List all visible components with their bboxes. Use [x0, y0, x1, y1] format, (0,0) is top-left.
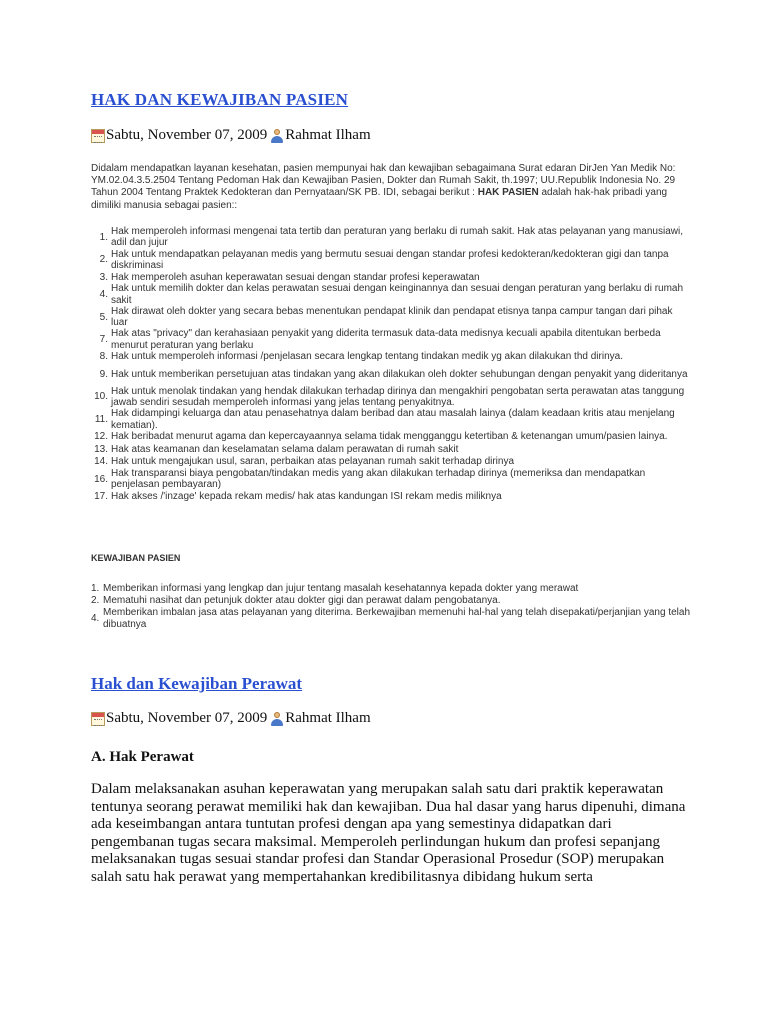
post-meta [91, 127, 371, 144]
list-item [91, 468, 691, 491]
list-item [91, 386, 691, 409]
list-item [91, 490, 691, 502]
item-text: Hak untuk mendapatkan pelayanan medis yang bermutu sesuai dengan standar profesi kedokteran/kedokteran gigi dan tanpa diskriminasi [111, 248, 669, 271]
hak-pasien-list [91, 226, 691, 503]
item-text: Hak untuk memperoleh informasi /penjelasan secara lengkap tentang tindakan medik yg akan dilakukan thd dirinya. [111, 351, 623, 363]
kewajiban-pasien-list [91, 582, 691, 630]
item-number: 13. [94, 443, 108, 455]
calendar-icon [91, 129, 105, 143]
post-author: Rahmat Ilham [285, 127, 371, 143]
item-number: 4. [99, 289, 108, 301]
list-item [91, 456, 691, 468]
item-number: 3. [99, 271, 108, 283]
item-text: Hak didampingi keluarga dan atau penasehatnya dalam beribad dan atau masalah lainya (dalam keadaan kritis atau menjelang kematian). [111, 408, 675, 431]
item-number: 14. [94, 456, 108, 468]
post-date: Sabtu, November 07, 2009 [106, 127, 268, 143]
intro-bold-term: HAK PASIEN [477, 187, 539, 199]
post-title-hak-kewajiban-perawat[interactable]: Hak dan Kewajiban Perawat [91, 674, 303, 693]
item-text: Hak memperoleh asuhan keperawatan sesuai dengan standar profesi keperawatan [111, 271, 480, 283]
intro-text-end: adalah hak-hak pribadi yang dimiliki manusia sebagai pasien:: [91, 187, 668, 211]
list-item [91, 408, 691, 431]
list-item [91, 328, 691, 351]
item-text: Hak atas keamanan dan keselamatan selama dalam perawatan di rumah sakit [111, 443, 459, 455]
item-text: Hak memperoleh informasi mengenai tata tertib dan peraturan yang berlaku di rumah sakit. Hak atas pelayanan yang manusiawi, adil dan jujur [111, 226, 683, 249]
item-number: 8. [99, 351, 108, 363]
body-paragraph: Dalam melaksanakan asuhan keperawatan yang merupakan salah satu dari praktik keperawatan tentunya seorang perawat memiliki hak dan kewajiban. Dua hal dasar yang harus dipenuhi, dimana ada keseimbangan antara tuntutan profesi dengan apa yang semestinya didapatkan dari pengembanan tugas secara maksimal. Memperoleh perlindungan hukum dan profesi sepanjang melaksanakan tugas sesuai standar profesi dan Standar Operasional Prosedur (SOP) merupakan salah satu hak perawat yang mempertahankan kredibilitasnya dibidang hukum serta [91, 781, 686, 885]
post-date: Sabtu, November 07, 2009 [106, 710, 268, 726]
item-number: 4. [91, 613, 100, 625]
section-heading-hak-perawat: A. Hak Perawat [91, 749, 194, 765]
item-number: 1. [99, 231, 108, 243]
intro-paragraph [91, 163, 691, 212]
list-item [91, 226, 691, 249]
item-text: Hak beribadat menurut agama dan kepercayaannya selama tidak mengganggu ketertiban & ketenangan umum/pasien lainya. [111, 431, 668, 443]
item-text: Hak untuk mengajukan usul, saran, perbaikan atas pelayanan rumah sakit terhadap dirinya [111, 456, 515, 468]
list-item [91, 443, 691, 455]
item-text: Hak dirawat oleh dokter yang secara bebas menentukan pendapat klinik dan pendapat etisnya tanpa campur tangan dari pihak luar [111, 305, 673, 329]
item-text: Hak atas "privacy" dan kerahasiaan penyakit yang diderita termasuk data-data medisnya kecuali apabila ditentukan berbeda menurut peraturan yang berlaku [111, 328, 661, 351]
item-number: 9. [99, 368, 108, 380]
item-number: 17. [94, 491, 108, 503]
list-item [91, 607, 691, 630]
kewajiban-pasien-heading: KEWAJIBAN PASIEN [91, 553, 181, 563]
item-text: Hak untuk memilih dokter dan kelas perawatan sesuai dengan keinginannya dan sesuai dengan peraturan yang berlaku di rumah sakit [111, 283, 684, 306]
item-text: Memberikan informasi yang lengkap dan jujur tentang masalah kesehatannya kepada dokter yang merawat [103, 582, 579, 594]
post-title-hak-kewajiban-pasien[interactable]: HAK DAN KEWAJIBAN PASIEN [91, 90, 349, 109]
item-text: Hak untuk memberikan persetujuan atas tindakan yang akan dilakukan oleh dokter sehubungan dengan penyakit yang dideritanya [111, 368, 688, 380]
item-number: 16. [94, 473, 108, 485]
item-number: 2. [99, 254, 108, 266]
list-item [91, 582, 691, 595]
list-item [91, 351, 691, 363]
item-number: 7. [99, 334, 108, 346]
user-icon [270, 712, 284, 726]
item-text: Hak untuk menolak tindakan yang hendak dilakukan terhadap dirinya dan mengakhiri pengobatan serta perawatan atas tanggung jawab sendiri sesudah memperoleh informasi yang jelas tentang penyakitnya. [111, 385, 685, 409]
item-text: Hak transparansi biaya pengobatan/tindakan medis yang akan dilakukan terhadap dirinya (memeriksa dan mendapatkan penjelasan pembayaran) [111, 468, 646, 491]
post-meta [91, 710, 371, 727]
intro-text: Didalam mendapatkan layanan kesehatan, pasien mempunyai hak dan kewajiban sebagaimana Surat edaran DirJen Yan Medik No: YM.02.04.3.5.2504 Tentang Pedoman Hak dan Kewajiban Pasien, Dokter dan Rumah Sakit, th.1997; UU.Republik Indonesia No. 29 Tahun 2004 Tentang Praktek Kedokteran dan Pernyataan/SK PB. IDI, sebagai berikut : [91, 163, 676, 199]
item-text: Memberikan imbalan jasa atas pelayanan yang diterima. Berkewajiban memenuhi hal-hal yang telah disepakati/perjanjian yang telah dibuatnya [103, 607, 691, 630]
item-number: 2. [91, 595, 100, 607]
user-icon [270, 129, 284, 143]
post-author: Rahmat Ilham [285, 710, 371, 726]
list-item [91, 249, 691, 272]
item-number: 5. [99, 311, 108, 323]
list-item [91, 306, 691, 329]
item-number: 10. [94, 391, 108, 403]
list-item [91, 271, 691, 283]
item-number: 1. [91, 582, 100, 594]
item-text: Hak akses /'inzage' kepada rekam medis/ hak atas kandungan ISI rekam medis miliknya [111, 491, 502, 503]
list-item [91, 363, 691, 386]
list-item [91, 595, 691, 608]
list-item [91, 431, 691, 443]
list-item [91, 283, 691, 306]
calendar-icon [91, 712, 105, 726]
item-text: Mematuhi nasihat dan petunjuk dokter atau dokter gigi dan perawat dalam pengobatanya. [103, 595, 501, 607]
item-number: 12. [94, 431, 108, 443]
item-number: 11. [94, 413, 108, 425]
